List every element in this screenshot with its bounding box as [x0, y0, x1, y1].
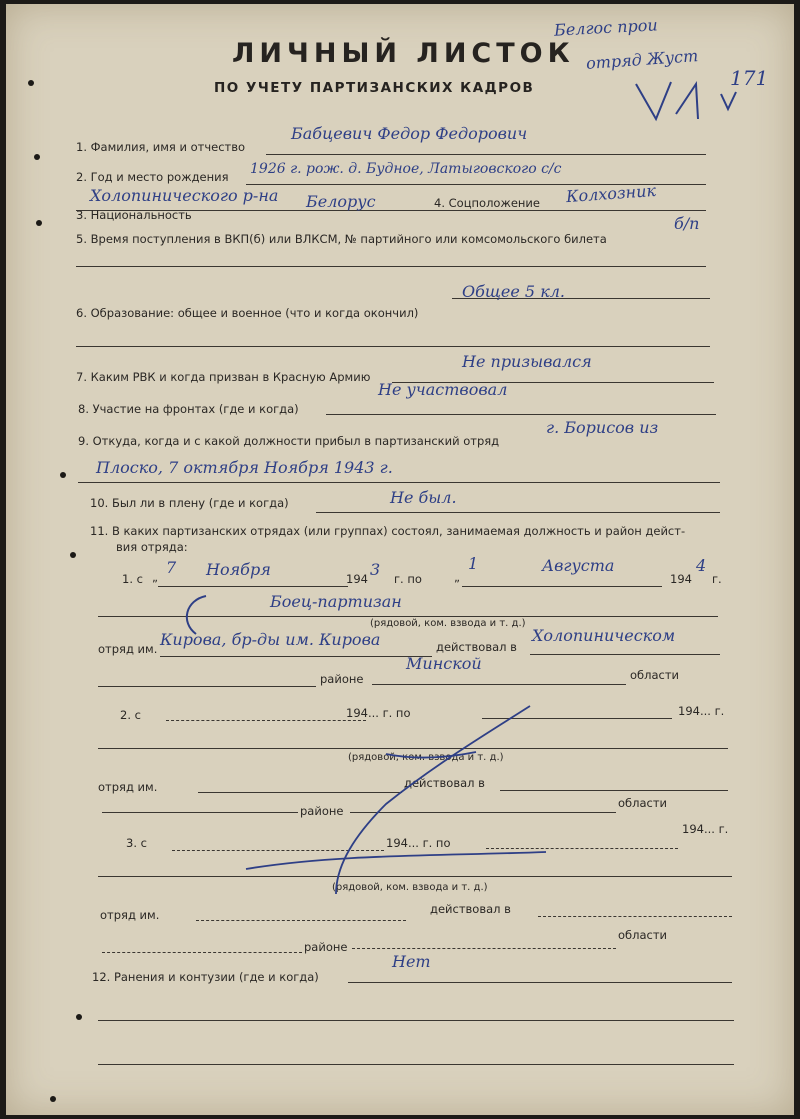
- field-9-value-2: Плоско, 7 октября Ноября 1943 г.: [96, 458, 393, 477]
- entry-1-year-prefix: 194: [346, 572, 368, 586]
- punch-hole: [70, 552, 76, 558]
- field-11-label-1: 11. В каких партизанских отрядах (или группах) состоял, занимаемая должность и район дейст-: [90, 524, 686, 538]
- field-9-label: 9. Откуда, когда и с какой должности прибыл в партизанский отряд: [78, 434, 500, 448]
- punch-hole: [60, 472, 66, 478]
- entry-1-from-line: [158, 586, 348, 587]
- entry-3-district-label: районе: [304, 940, 348, 954]
- field-6-label: 6. Образование: общее и военное (что и когда окончил): [76, 306, 419, 320]
- entry-3-num: 3. с: [126, 836, 147, 850]
- entry-2-to-text: 194... г.: [678, 704, 725, 718]
- punch-hole: [76, 1014, 82, 1020]
- entry-1-unit-line: [160, 656, 432, 657]
- field-2-value-1: 1926 г. рож. д. Будное, Латыговского с/с: [250, 161, 562, 177]
- entry-2-district-label: районе: [300, 804, 344, 818]
- field-1-label: 1. Фамилия, имя и отчество: [76, 140, 246, 154]
- field-10-value: Не был.: [390, 488, 457, 507]
- entry-1-acted-line: [530, 654, 720, 655]
- entry-3-district-line: [102, 952, 302, 953]
- field-10-label: 10. Был ли в плену (где и когда): [90, 496, 289, 510]
- entry-2-from-text: 194... г. по: [346, 706, 411, 720]
- entry-1-to-line: [462, 586, 662, 587]
- field-4-line: [554, 210, 706, 211]
- field-4-value: Колхозник: [565, 180, 657, 207]
- entry-2-position-caption: (рядовой, ком. взвода и т. д.): [348, 752, 504, 763]
- entry-1-to-year: 4: [696, 556, 707, 575]
- entry-3-unit-label: отряд им.: [100, 908, 160, 922]
- page-subtitle: ПО УЧЕТУ ПАРТИЗАНСКИХ КАДРОВ: [214, 80, 535, 96]
- entry-1-acted-value: Холопиническом: [532, 626, 676, 645]
- field-7-value: Не призывался: [462, 352, 592, 371]
- entry-3-region-label: области: [618, 928, 668, 942]
- entry-2-unit-label: отряд им.: [98, 780, 158, 794]
- punch-hole: [34, 154, 40, 160]
- field-5-label: 5. Время поступления в ВКП(б) или ВЛКСМ, № партийного или комсомольского билета: [76, 232, 607, 246]
- field-12-line-2: [98, 1020, 734, 1021]
- field-1-line: [266, 154, 706, 155]
- field-6-value: Общее 5 кл.: [462, 282, 566, 301]
- field-7-label: 7. Каким РВК и когда призван в Красную Армию: [76, 370, 371, 384]
- field-3-label: 3. Национальность: [76, 208, 192, 222]
- entry-1-acted-label: действовал в: [436, 640, 517, 654]
- entry-1-year-prefix-2: 194: [670, 572, 692, 586]
- corner-note-2: отряд Жуст: [585, 46, 699, 73]
- field-12-line-3: [98, 1064, 734, 1065]
- entry-1-region-line: [372, 684, 626, 685]
- punch-hole: [28, 80, 34, 86]
- entry-3-acted-label: действовал в: [430, 902, 511, 916]
- entry-1-num: 1. с: [122, 572, 143, 586]
- entry-1-to-day: 1: [468, 554, 479, 573]
- field-8-label: 8. Участие на фронтах (где и когда): [78, 402, 299, 416]
- entry-1-mid: г. по: [394, 572, 422, 586]
- entry-1-year-suffix: г.: [712, 572, 722, 586]
- entry-1-to-month: Августа: [542, 556, 615, 575]
- cross-out-strokes: [186, 694, 626, 914]
- field-1-value: Бабцевич Федор Федорович: [291, 124, 528, 143]
- field-8-line: [326, 414, 716, 415]
- field-5-line: [76, 266, 706, 267]
- entry-1-from-month: Ноября: [206, 560, 271, 579]
- field-12-line: [348, 982, 732, 983]
- entry-3-region-line: [352, 948, 616, 949]
- field-9-value-1: г. Борисов из: [546, 418, 659, 437]
- entry-3-from-text: 194... г. по: [386, 836, 451, 850]
- entry-3-position-caption: (рядовой, ком. взвода и т. д.): [332, 882, 488, 893]
- entry-1-district-line: [98, 686, 316, 687]
- entry-1-from-year: 3: [370, 560, 381, 579]
- handwritten-mark: [626, 74, 746, 124]
- punch-hole: [36, 220, 42, 226]
- field-10-line: [316, 512, 720, 513]
- entry-1-unit-value: Кирова, бр-ды им. Кирова: [160, 630, 381, 649]
- entry-1-quote-2: „: [454, 570, 460, 584]
- corner-number: 171: [730, 66, 769, 90]
- entry-1-from-day: 7: [166, 558, 177, 577]
- entry-2-region-label: области: [618, 796, 668, 810]
- corner-note-1: Белгос прои: [553, 15, 659, 40]
- page-title: ЛИЧНЫЙ ЛИСТОК: [232, 38, 575, 69]
- punch-hole: [50, 1096, 56, 1102]
- field-4-label: 4. Соцположение: [434, 196, 540, 210]
- entry-1-position: Боец-партизан: [270, 592, 402, 611]
- entry-1-region-label: области: [630, 668, 680, 682]
- entry-1-position-caption: (рядовой, ком. взвода и т. д.): [370, 618, 526, 629]
- field-8-value: Не участвовал: [378, 380, 508, 399]
- field-12-label: 12. Ранения и контузии (где и когда): [92, 970, 319, 984]
- entry-2-acted-label: действовал в: [404, 776, 485, 790]
- entry-3-acted-line: [538, 916, 732, 917]
- entry-1-quote: „: [152, 570, 158, 584]
- document-sheet: [6, 4, 794, 1115]
- entry-1-district-label: районе: [320, 672, 364, 686]
- field-5-value: б/п: [674, 214, 700, 233]
- field-6-line-2: [76, 346, 710, 347]
- entry-3-to-text: 194... г.: [682, 822, 729, 836]
- entry-1-unit-label: отряд им.: [98, 642, 158, 656]
- entry-1-region-value: Минской: [406, 654, 482, 673]
- entry-3-unit-line: [196, 920, 406, 921]
- field-2-value-2: Холопинического р-на: [90, 186, 279, 205]
- field-9-line: [78, 482, 720, 483]
- entry-2-num: 2. с: [120, 708, 141, 722]
- field-2-label: 2. Год и место рождения: [76, 170, 229, 184]
- field-3-value: Белорус: [306, 192, 376, 211]
- field-12-value: Нет: [392, 952, 431, 971]
- field-11-label-2: вия отряда:: [116, 540, 188, 554]
